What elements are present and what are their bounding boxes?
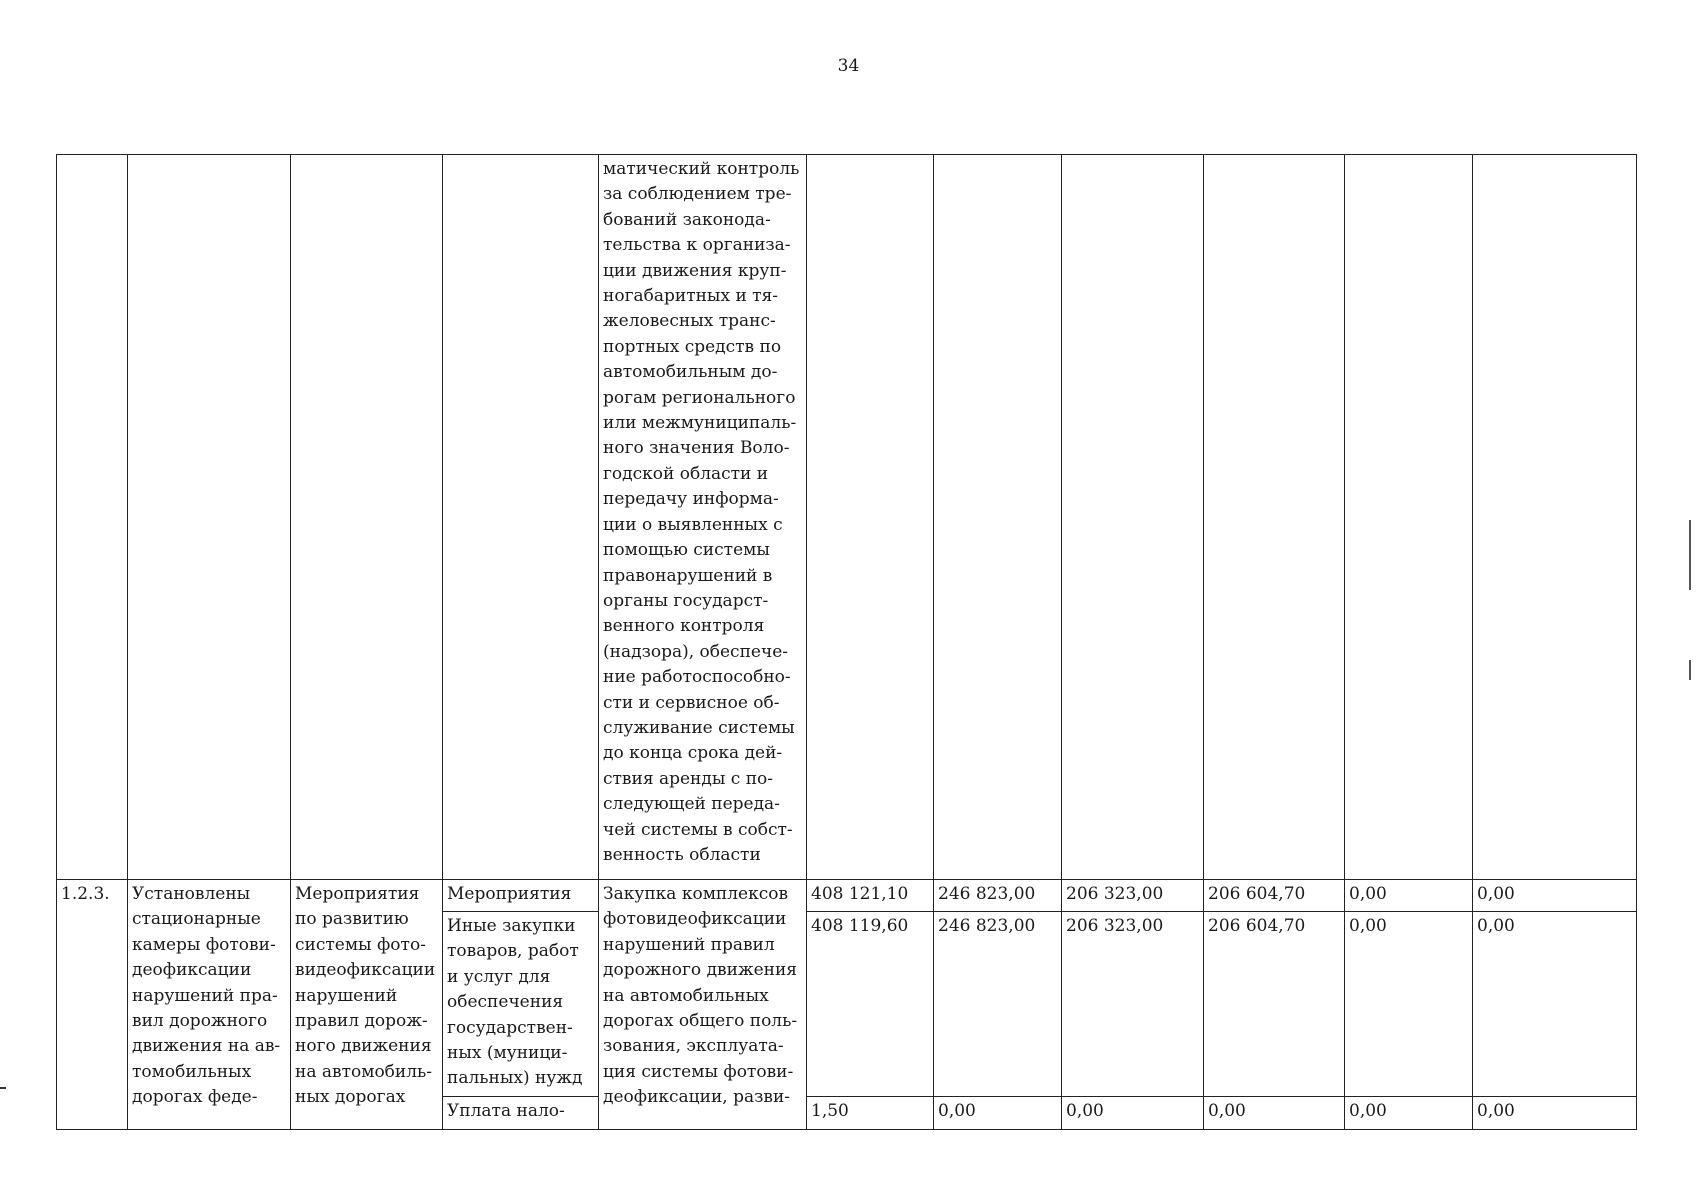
cell-value [1062, 155, 1204, 880]
cell-value: 408 119,60 [807, 912, 934, 1097]
cell-value: 0,00 [1473, 880, 1637, 912]
cell-type: Иные закупки товаров, работ и услуг для обеспечения государствен- ных (муници- пальных) нужд [443, 912, 599, 1097]
scan-edge-mark [0, 1087, 6, 1089]
cell-value: 0,00 [1345, 1097, 1473, 1130]
cell-value [1204, 155, 1345, 880]
cell-value: 408 121,10 [807, 880, 934, 912]
cell-value: 0,00 [1204, 1097, 1345, 1130]
page-number: 34 [837, 56, 860, 76]
table-row-continued [57, 155, 1637, 880]
table-row [57, 880, 1637, 912]
cell-result: Установлены стационарные камеры фотови- деофиксации нарушений пра- вил дорожного движения на ав- томобильных дорогах феде- [128, 880, 291, 1130]
cell-number: 1.2.3. [57, 880, 128, 1130]
cell-value: 206 604,70 [1204, 880, 1345, 912]
cell-description: Закупка комплексов фотовидеофиксации нарушений правил дорожного движения на автомобильных дорогах общего поль- зования, эксплуата- ция системы фотови- деофиксации, разви- [599, 880, 807, 1130]
cell-value: 246 823,00 [934, 912, 1062, 1097]
cell-value: 206 323,00 [1062, 912, 1204, 1097]
cell-value: 0,00 [1062, 1097, 1204, 1130]
cell-type: Уплата нало- [443, 1097, 599, 1130]
budget-table [56, 154, 1637, 1130]
cell-value [934, 155, 1062, 880]
cell-value: 0,00 [1473, 1097, 1637, 1130]
cell-value: 0,00 [1345, 880, 1473, 912]
cell-value: 1,50 [807, 1097, 934, 1130]
cell-type [443, 155, 599, 880]
cell-value: 206 323,00 [1062, 880, 1204, 912]
cell-value: 0,00 [1345, 912, 1473, 1097]
cell-description: матический контроль за соблюдением тре- бований законода- тельства к организа- ции движения круп- ногабаритных и тя- желовесных транс- портных средств по автомобильным до- рогам регионального или межмуниципаль- ного значения Воло- годской области и передачу информа- ции о выявленных с помощью системы правонарушений в органы государст- венного контроля (надзора), обеспече- ние работоспособно- сти и сервисное об- служивание системы до конца срока дей- ствия аренды с по- следующей переда- чей системы в собст- венность области [599, 155, 807, 880]
cell-value [807, 155, 934, 880]
cell-result [128, 155, 291, 880]
cell-activity: Мероприятия по развитию системы фото- видеофиксации нарушений правил дорож- ного движения на автомобиль- ных дорогах [291, 880, 443, 1130]
cell-value: 206 604,70 [1204, 912, 1345, 1097]
cell-activity [291, 155, 443, 880]
scan-edge-mark [1689, 520, 1691, 590]
cell-value: 0,00 [1473, 912, 1637, 1097]
scan-edge-mark [1689, 660, 1691, 680]
cell-value [1345, 155, 1473, 880]
cell-number [57, 155, 128, 880]
cell-value: 246 823,00 [934, 880, 1062, 912]
cell-type: Мероприятия [443, 880, 599, 912]
cell-value: 0,00 [934, 1097, 1062, 1130]
cell-value [1473, 155, 1637, 880]
